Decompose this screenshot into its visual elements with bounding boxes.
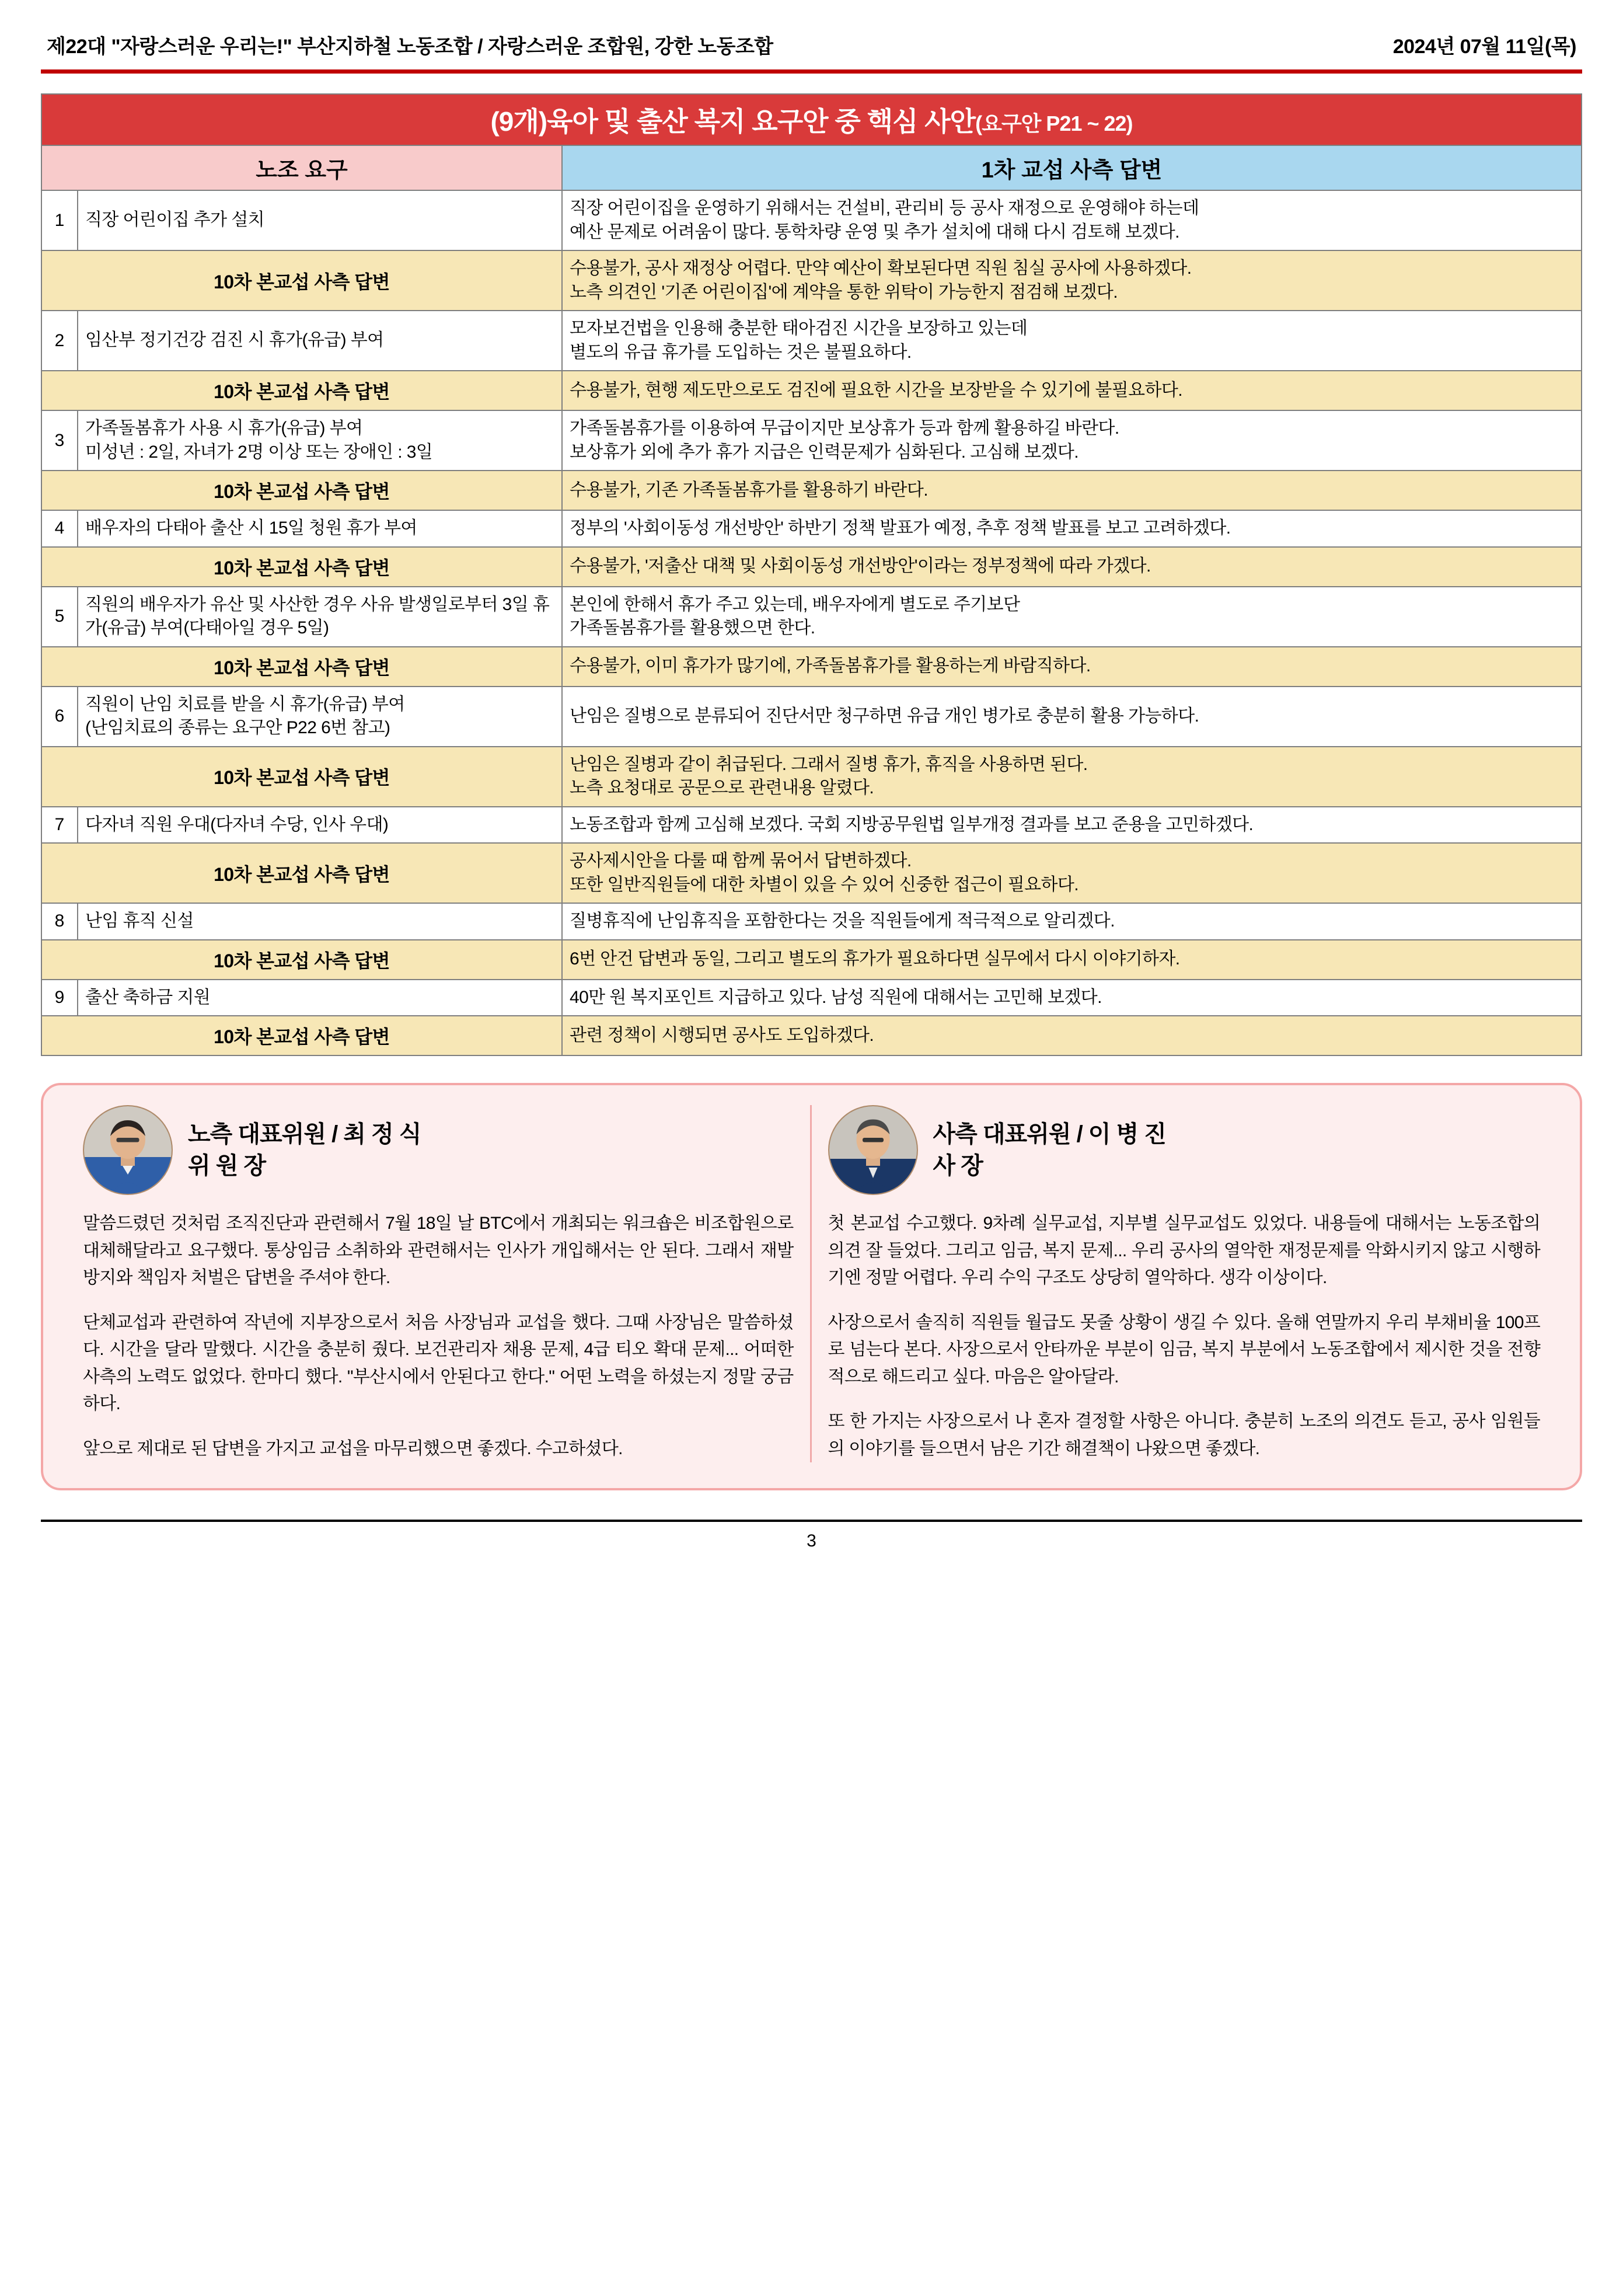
tenth-round-answer: 수용불가, 공사 재정상 어렵다. 만약 예산이 확보된다면 직원 침실 공사에 사용하겠다. 노측 의견인 '기존 어린이집'에 계약을 통한 위탁이 가능한지 점검해 보겠다. bbox=[562, 250, 1582, 311]
tenth-round-answer: 관련 정책이 시행되면 공사도 도입하겠다. bbox=[562, 1016, 1582, 1055]
row-number: 6 bbox=[41, 687, 78, 747]
tenth-round-answer: 6번 안건 답변과 동일, 그리고 별도의 휴가가 필요하다면 실무에서 다시 이야기하자. bbox=[562, 940, 1582, 980]
row-demand: 난임 휴직 신설 bbox=[78, 903, 562, 940]
union-rep-speech bbox=[83, 1210, 794, 1462]
row-number: 2 bbox=[41, 311, 78, 371]
table-row-tenth-answer bbox=[41, 747, 1582, 807]
row-first-answer: 질병휴직에 난임휴직을 포함한다는 것을 직원들에게 적극적으로 알리겠다. bbox=[562, 903, 1582, 940]
table-row bbox=[41, 190, 1582, 250]
header-left-text: 제22대 "자랑스러운 우리는!" 부산지하철 노동조합 / 자랑스러운 조합원, 강한 노동조합 bbox=[47, 36, 773, 58]
avatar bbox=[83, 1105, 173, 1195]
row-number: 8 bbox=[41, 903, 78, 940]
table-row-tenth-answer bbox=[41, 843, 1582, 903]
table-row bbox=[41, 807, 1582, 844]
tenth-round-answer: 공사제시안을 다룰 때 함께 묶어서 답변하겠다. 또한 일반직원들에 대한 차별이 있을 수 있어 신중한 접근이 필요하다. bbox=[562, 843, 1582, 903]
tenth-round-label: 10차 본교섭 사측 답변 bbox=[41, 747, 562, 807]
speech-paragraph: 앞으로 제대로 된 답변을 가지고 교섭을 마무리했으면 좋겠다. 수고하셨다. bbox=[83, 1438, 623, 1458]
row-demand: 직원이 난임 치료를 받을 시 휴가(유급) 부여 (난임치료의 종류는 요구안 P22 6번 참고) bbox=[78, 687, 562, 747]
management-rep-header bbox=[828, 1105, 1541, 1195]
union-rep-header bbox=[83, 1105, 794, 1195]
row-demand: 직장 어린이집 추가 설치 bbox=[78, 190, 562, 250]
table-row bbox=[41, 311, 1582, 371]
speech-paragraph: 또 한 가지는 사장으로서 나 혼자 결정할 사항은 아니다. 충분히 노조의 의견도 듣고, 공사 임원들의 이야기를 들으면서 남은 기간 해결책이 나왔으면 좋겠다. bbox=[828, 1412, 1540, 1458]
table-row bbox=[41, 903, 1582, 940]
table-row-tenth-answer bbox=[41, 1016, 1582, 1055]
table-row bbox=[41, 980, 1582, 1016]
tenth-round-answer: 수용불가, 이미 휴가가 많기에, 가족돌봄휴가를 활용하는게 바람직하다. bbox=[562, 647, 1582, 687]
tenth-round-label: 10차 본교섭 사측 답변 bbox=[41, 1016, 562, 1055]
speech-paragraph: 말씀드렸던 것처럼 조직진단과 관련해서 7월 18일 날 BTC에서 개최되는 워크숍은 비조합원으로 대체해달라고 요구했다. 통상임금 소취하와 관련해서는 인사가 개입해서는 안 된다. 그래서 재발방지와 책임자 처벌은 답변을 주셔야 한다. bbox=[83, 1214, 794, 1287]
row-demand: 가족돌봄휴가 사용 시 휴가(유급) 부여 미성년 : 2일, 자녀가 2명 이상 또는 장애인 : 3일 bbox=[78, 410, 562, 471]
tenth-round-answer: 난임은 질병과 같이 취급된다. 그래서 질병 휴가, 휴직을 사용하면 된다. 노측 요청대로 공문으로 관련내용 알렸다. bbox=[562, 747, 1582, 807]
tenth-round-answer: 수용불가, 기존 가족돌봄휴가를 활용하기 바란다. bbox=[562, 471, 1582, 510]
tenth-round-label: 10차 본교섭 사측 답변 bbox=[41, 547, 562, 587]
tenth-round-answer: 수용불가, '저출산 대책 및 사회이동성 개선방안'이라는 정부정책에 따라 가겠다. bbox=[562, 547, 1582, 587]
table-row-tenth-answer bbox=[41, 647, 1582, 687]
tenth-round-label: 10차 본교섭 사측 답변 bbox=[41, 471, 562, 510]
union-rep-column bbox=[67, 1105, 812, 1462]
row-number: 5 bbox=[41, 587, 78, 647]
tenth-round-label: 10차 본교섭 사측 답변 bbox=[41, 371, 562, 410]
row-first-answer: 난임은 질병으로 분류되어 진단서만 청구하면 유급 개인 병가로 충분히 활용 가능하다. bbox=[562, 687, 1582, 747]
table-row bbox=[41, 410, 1582, 471]
table-row-tenth-answer bbox=[41, 250, 1582, 311]
negotiation-table bbox=[41, 93, 1582, 1056]
row-demand: 배우자의 다태아 출산 시 15일 청원 휴가 부여 bbox=[78, 510, 562, 547]
table-column-headers bbox=[41, 145, 1582, 190]
page-number: 3 bbox=[807, 1531, 816, 1551]
speech-paragraph: 사장으로서 솔직히 직원들 월급도 못줄 상황이 생길 수 있다. 올해 연말까지 우리 부채비율 100프로 넘는다 본다. 사장으로서 안타까운 부분이 임금, 복지 부분에서 노동조합에서 제시한 것을 전향적으로 해드리고 싶다. 마음은 알아달라. bbox=[828, 1312, 1540, 1386]
row-first-answer: 노동조합과 함께 고심해 보겠다. 국회 지방공무원법 일부개정 결과를 보고 준용을 고민하겠다. bbox=[562, 807, 1582, 844]
header-divider bbox=[41, 69, 1582, 74]
speech-paragraph: 첫 본교섭 수고했다. 9차례 실무교섭, 지부별 실무교섭도 있었다. 내용들에 대해서는 노동조합의 의견 잘 들었다. 그리고 임금, 복지 문제... 우리 공사의 열악한 재정문제를 악화시키지 않고 시행하기엔 정말 어렵다. 우리 수익 구조도 상당히 열악하다. 생각 이상이다. bbox=[828, 1214, 1540, 1287]
header-date: 2024년 07월 11일(목) bbox=[1392, 36, 1576, 58]
tenth-round-label: 10차 본교섭 사측 답변 bbox=[41, 940, 562, 980]
speech-paragraph: 단체교섭과 관련하여 작년에 지부장으로서 처음 사장님과 교섭을 했다. 그때 사장님은 말씀하셨다. 시간을 달라 말했다. 시간을 충분히 줬다. 보건관리자 채용 문제, 4급 티오 확대 문제... 어떠한 사측의 노력도 없었다. 한마디 했다. "부산시에서 안된다고 한다." 어떤 노력을 하셨는지 정말 궁금하다. bbox=[83, 1312, 794, 1413]
row-first-answer: 직장 어린이집을 운영하기 위해서는 건설비, 관리비 등 공사 재정으로 운영해야 하는데 예산 문제로 어려움이 많다. 통학차량 운영 및 추가 설치에 대해 다시 검토해 보겠다. bbox=[562, 190, 1582, 250]
tenth-round-label: 10차 본교섭 사측 답변 bbox=[41, 647, 562, 687]
row-number: 1 bbox=[41, 190, 78, 250]
tenth-round-label: 10차 본교섭 사측 답변 bbox=[41, 250, 562, 311]
column-header-answer: 1차 교섭 사측 답변 bbox=[562, 145, 1582, 190]
table-row bbox=[41, 687, 1582, 747]
table-title-main: (9개)육아 및 출산 복지 요구안 중 핵심 사안 bbox=[490, 106, 976, 137]
row-number: 7 bbox=[41, 807, 78, 844]
row-first-answer: 가족돌봄휴가를 이용하여 무급이지만 보상휴가 등과 함께 활용하길 바란다. 보상휴가 외에 추가 휴가 지급은 인력문제가 심화된다. 고심해 보겠다. bbox=[562, 410, 1582, 471]
row-number: 9 bbox=[41, 980, 78, 1016]
management-rep-name: 사측 대표위원 / 이 병 진 사 장 bbox=[933, 1121, 1166, 1179]
tenth-round-label: 10차 본교섭 사측 답변 bbox=[41, 843, 562, 903]
page-header bbox=[41, 30, 1582, 69]
column-header-demand: 노조 요구 bbox=[41, 145, 562, 190]
management-rep-column bbox=[812, 1105, 1557, 1462]
representatives-panel bbox=[41, 1083, 1582, 1490]
row-demand: 직원의 배우자가 유산 및 사산한 경우 사유 발생일로부터 3일 휴가(유급) 부여(다태아일 경우 5일) bbox=[78, 587, 562, 647]
avatar bbox=[828, 1105, 918, 1195]
union-rep-name: 노측 대표위원 / 최 정 식 위 원 장 bbox=[188, 1121, 421, 1179]
table-row-tenth-answer bbox=[41, 371, 1582, 410]
row-number: 3 bbox=[41, 410, 78, 471]
row-number: 4 bbox=[41, 510, 78, 547]
tenth-round-answer: 수용불가, 현행 제도만으로도 검진에 필요한 시간을 보장받을 수 있기에 불필요하다. bbox=[562, 371, 1582, 410]
row-first-answer: 본인에 한해서 휴가 주고 있는데, 배우자에게 별도로 주기보단 가족돌봄휴가를 활용했으면 한다. bbox=[562, 587, 1582, 647]
row-first-answer: 정부의 '사회이동성 개선방안' 하반기 정책 발표가 예정, 추후 정책 발표를 보고 고려하겠다. bbox=[562, 510, 1582, 547]
table-row-tenth-answer bbox=[41, 940, 1582, 980]
row-demand: 출산 축하금 지원 bbox=[78, 980, 562, 1016]
table-title-sub: (요구안 P21 ~ 22) bbox=[975, 112, 1133, 135]
row-demand: 다자녀 직원 우대(다자녀 수당, 인사 우대) bbox=[78, 807, 562, 844]
table-row bbox=[41, 587, 1582, 647]
table-row bbox=[41, 510, 1582, 547]
row-first-answer: 모자보건법을 인용해 충분한 태아검진 시간을 보장하고 있는데 별도의 유급 휴가를 도입하는 것은 불필요하다. bbox=[562, 311, 1582, 371]
table-row-tenth-answer bbox=[41, 471, 1582, 510]
row-first-answer: 40만 원 복지포인트 지급하고 있다. 남성 직원에 대해서는 고민해 보겠다. bbox=[562, 980, 1582, 1016]
row-demand: 임산부 정기건강 검진 시 휴가(유급) 부여 bbox=[78, 311, 562, 371]
management-rep-speech bbox=[828, 1210, 1541, 1462]
table-row-tenth-answer bbox=[41, 547, 1582, 587]
table-title-row bbox=[41, 94, 1582, 145]
